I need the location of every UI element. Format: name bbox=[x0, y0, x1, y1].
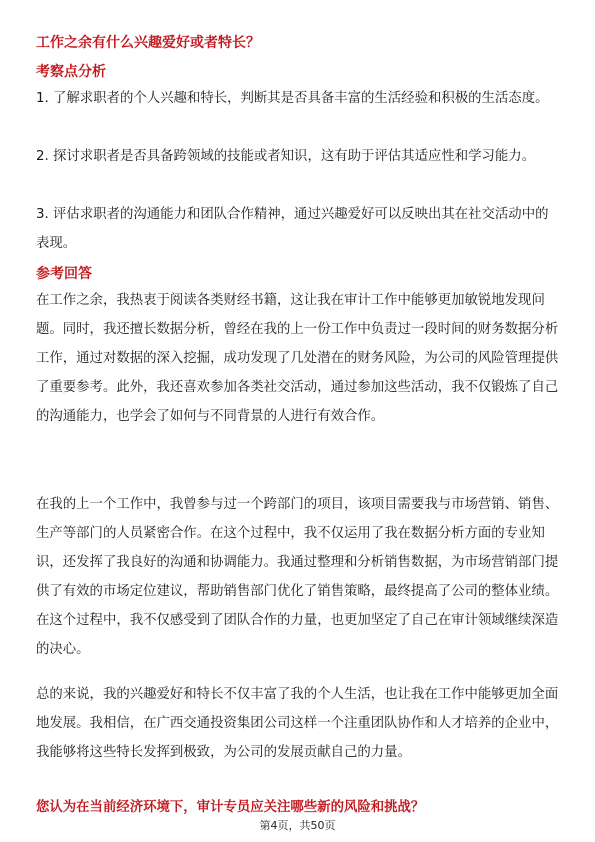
page-number: 第4页，共50页 bbox=[259, 819, 336, 832]
next-question-title: 您认为在当前经济环境下，审计专员应关注哪些新的风险和挑战？ bbox=[36, 800, 425, 815]
answer-paragraph: 总的来说，我的兴趣爱好和特长不仅丰富了我的个人生活，也让我在工作中能够更加全面地发展。我相信，在广西交通投资集团公司这样一个注重团队协作和人才培养的企业中，我能够将这些特长发挥到极致，为公司的发展贡献自己的力量。 bbox=[36, 687, 559, 760]
analysis-item: 3. 评估求职者的沟通能力和团队合作精神，通过兴趣爱好可以反映出其在社交活动中的表现。 bbox=[36, 207, 549, 251]
answer-heading: 参考回答 bbox=[36, 266, 92, 282]
analysis-heading: 考察点分析 bbox=[36, 64, 106, 80]
analysis-item: 1. 了解求职者的个人兴趣和特长，判断其是否具备丰富的生活经验和积极的生活态度。 bbox=[36, 91, 549, 106]
answer-paragraph: 在我的上一个工作中，我曾参与过一个跨部门的项目，该项目需要我与市场营销、销售、生产等部门的人员紧密合作。在这个过程中，我不仅运用了我在数据分析方面的专业知识，还发挥了我良好的沟通和协调能力。我通过整理和分析销售数据，为市场营销部门提供了有效的市场定位建议，帮助销售部门优化了销售策略，最终提高了公司的整体业绩。在这个过程中，我不仅感受到了团队合作的力量，也更加坚定了自己在审计领域继续深造的决心。 bbox=[36, 497, 559, 657]
analysis-item: 2. 探讨求职者是否具备跨领域的技能或者知识，这有助于评估其适应性和学习能力。 bbox=[36, 149, 536, 164]
question-title: 工作之余有什么兴趣爱好或者特长？ bbox=[36, 35, 260, 51]
answer-paragraph: 在工作之余，我热衷于阅读各类财经书籍，这让我在审计工作中能够更加敏锐地发现问题。同时，我还擅长数据分析，曾经在我的上一份工作中负责过一段时间的财务数据分析工作，通过对数据的深入挖掘，成功发现了几处潜在的财务风险，为公司的风险管理提供了重要参考。此外，我还喜欢参加各类社交活动，通过参加这些活动，我不仅锻炼了自己的沟通能力，也学会了如何与不同背景的人进行有效合作。 bbox=[36, 293, 559, 424]
